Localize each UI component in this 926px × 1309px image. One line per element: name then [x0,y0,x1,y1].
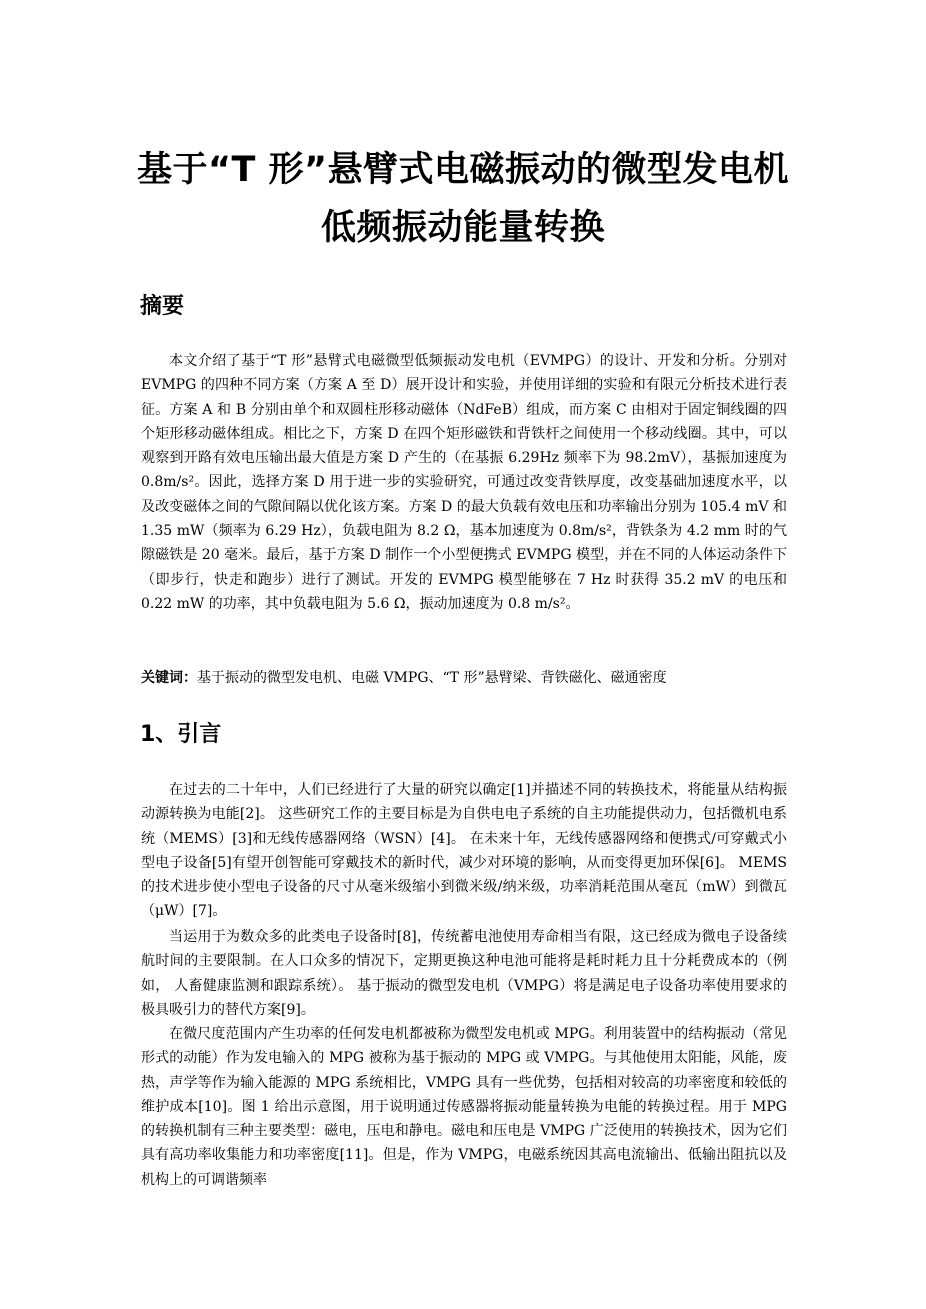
keywords-label: 关键词： [141,670,197,686]
introduction-paragraph-1: 在过去的二十年中，人们已经进行了大量的研究以确定[1]并描述不同的转换技术，将能量从结构振动源转换为电能[2]。 这些研究工作的主要目标是为自供电电子系统的自主功能提供动力，包括微机电系统（MEMS）[3]和无线传感器网络（WSN）[4]。 在未来十年，无线传感器网络和便携式/可穿戴式小型电子设备[5]有望开创智能可穿戴技术的新时代，减少对环境的影响，从而变得更加环保[6]。 MEMS 的技术进步使小型电子设备的尺寸从毫米级缩小到微米级/纳米级，功率消耗范围从毫瓦（mW）到微瓦（μW）[7]。 [141,782,787,920]
introduction-paragraph-2: 当运用于为数众多的此类电子设备时[8]，传统蓄电池使用寿命相当有限，这已经成为微电子设备续航时间的主要限制。在人口众多的情况下，定期更换这种电池可能将是耗时耗力且十分耗费成本的（例如， 人畜健康监测和跟踪系统）。 基于振动的微型发电机（VMPG）将是满足电子设备功率使用要求的极具吸引力的替代方案[9]。 [141,929,787,1018]
keywords-text: 基于振动的微型发电机、电磁 VMPG、“T 形”悬臂梁、背铁磁化、磁通密度 [197,670,667,686]
keywords-line [141,666,787,690]
paper-title-line-1: 基于“T 形”悬臂式电磁振动的微型发电机 [136,150,790,190]
paper-title-line-2: 低频振动能量转换 [320,208,605,248]
abstract-heading: 摘要 [140,294,185,319]
abstract-body: 本文介绍了基于“T 形”悬臂式电磁微型低频振动发电机（EVMPG）的设计、开发和分析。分别对 EVMPG 的四种不同方案（方案 A 至 D）展开设计和实验，并使用详细的实验和有限元分析技术进行表征。方案 A 和 B 分别由单个和双圆柱形移动磁体（NdFeB）组成，而方案 C 由相对于固定铜线圈的四个矩形移动磁体组成。相比之下，方案 D 在四个矩形磁铁和背铁杆之间使用一个移动线圈。其中，可以观察到开路有效电压输出最大值是方案 D 产生的（在基振 6.29Hz 频率下为 98.2mV），基振加速度为 0.8m/s²。因此，选择方案 D 用于进一步的实验研究，可通过改变背铁厚度，改变基础加速度水平，以及改变磁体之间的气隙间隔以优化该方案。方案 D 的最大负载有效电压和功率输出分别为 105.4 mV 和 1.35 mW（频率为 6.29 Hz），负载电阻为 8.2 Ω，基本加速度为 0.8m/s²，背铁条为 4.2 mm 时的气隙磁铁是 20 毫米。最后，基于方案 D 制作一个小型便携式 EVMPG 模型，并在不同的人体运动条件下（即步行，快走和跑步）进行了测试。开发的 EVMPG 模型能够在 7 Hz 时获得 35.2 mV 的电压和 0.22 mW 的功率，其中负载电阻为 5.6 Ω，振动加速度为 0.8 m/s²。 [141,353,787,612]
introduction-paragraph-3: 在微尺度范围内产生功率的任何发电机都被称为微型发电机或 MPG。利用装置中的结构振动（常见形式的动能）作为发电输入的 MPG 被称为基于振动的 MPG 或 VMPG。与其他使用太阳能，风能，废热，声学等作为输入能源的 MPG 系统相比，VMPG 具有一些优势，包括相对较高的功率密度和较低的维护成本[10]。图 1 给出示意图，用于说明通过传感器将振动能量转换为电能的转换过程。用于 MPG 的转换机制有三种主要类型：磁电，压电和静电。磁电和压电是 VMPG 广泛使用的转换技术，因为它们具有高功率收集能力和功率密度[11]。但是，作为 VMPG，电磁系统因其高电流输出、低输出阻抗以及机构上的可调谐频率 [141,1026,787,1188]
introduction-heading: 1、引言 [140,722,222,747]
